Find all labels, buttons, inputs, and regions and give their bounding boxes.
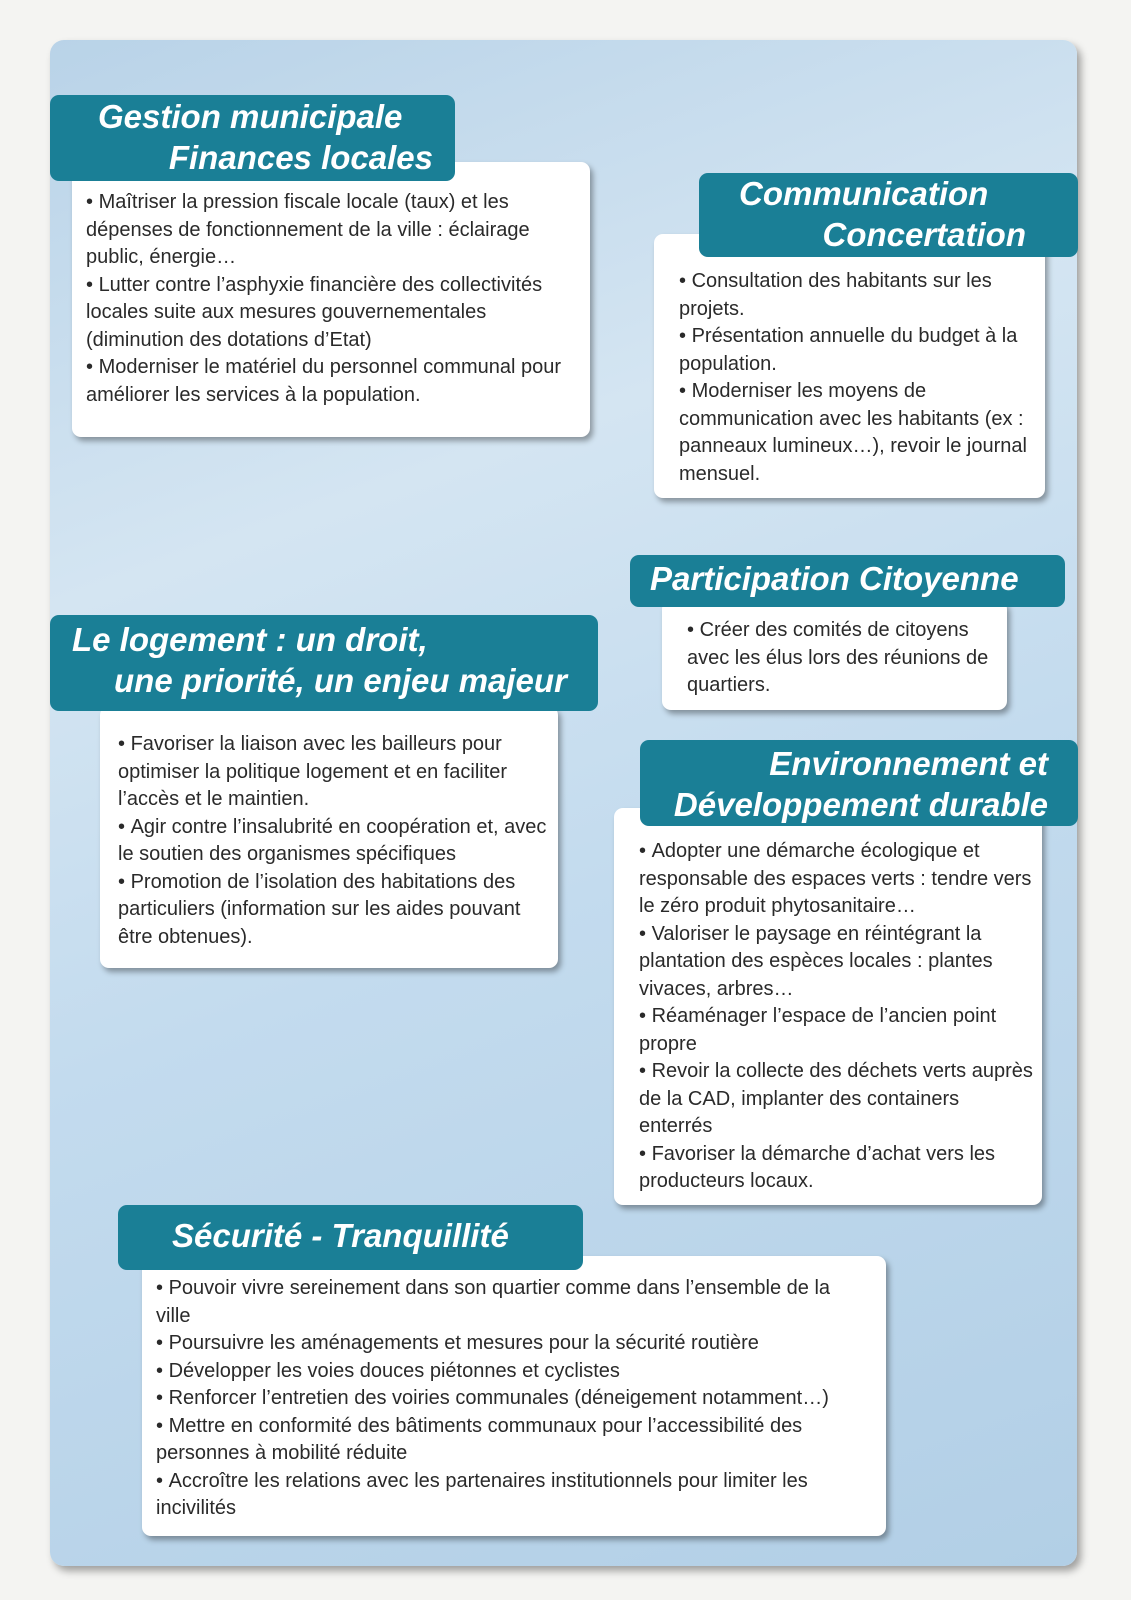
title-line: Le logement : un droit, [72,621,428,658]
title-line: une priorité, un enjeu majeur [114,662,567,699]
section-title-environnement [640,740,1078,826]
list-item: • Valoriser le paysage en réintégrant la plantation des espèces locales : plantes vivaces, arbres… [639,921,1034,1004]
list-item: • Favoriser la liaison avec les bailleurs pour optimiser la politique logement et en faciliter l’accès et le maintien. [118,731,548,814]
list-item: • Moderniser les moyens de communication avec les habitants (ex : panneaux lumineux…), revoir le journal mensuel. [679,378,1033,488]
title-line: Communication [739,175,989,212]
section-title-securite [118,1205,583,1270]
section-box-gestion [72,162,590,437]
list-item: • Consultation des habitants sur les projets. [679,268,1033,323]
list-item: • Promotion de l’isolation des habitations des particuliers (information sur les aides pouvant être obtenues). [118,869,548,952]
list-item: • Revoir la collecte des déchets verts auprès de la CAD, implanter des containers enterrés [639,1058,1034,1141]
section-title-participation [630,555,1065,607]
list-item: • Créer des comités de citoyens avec les élus lors des réunions de quartiers. [687,617,993,700]
title-line: Participation Citoyenne [650,560,1019,597]
list-item: • Favoriser la démarche d’achat vers les producteurs locaux. [639,1141,1034,1196]
list-item: • Renforcer l’entretien des voiries communales (déneigement notamment…) [156,1385,866,1413]
list-item: • Lutter contre l’asphyxie financière des collectivités locales suite aux mesures gouvernementales (diminution des dotations d’Etat) [86,272,580,355]
list-item: • Développer les voies douces piétonnes et cyclistes [156,1358,866,1386]
list-item: • Moderniser le matériel du personnel communal pour améliorer les services à la population. [86,354,580,409]
list-item: • Agir contre l’insalubrité en coopération et, avec le soutien des organismes spécifiques [118,814,548,869]
section-box-communication [654,234,1045,498]
list-item: • Poursuivre les aménagements et mesures pour la sécurité routière [156,1330,866,1358]
list-item: • Présentation annuelle du budget à la population. [679,323,1033,378]
list-item: • Pouvoir vivre sereinement dans son quartier comme dans l’ensemble de la ville [156,1275,866,1330]
section-box-participation [662,600,1007,710]
title-line: Environnement et [769,745,1048,782]
title-line: Finances locales [168,139,433,176]
list-item: • Réaménager l’espace de l’ancien point propre [639,1003,1034,1058]
section-box-environnement [614,808,1042,1205]
title-line: Concertation [822,216,1026,253]
section-title-communication [699,173,1078,257]
list-item: • Mettre en conformité des bâtiments communaux pour l’accessibilité des personnes à mobilité réduite [156,1413,866,1468]
section-box-securite [142,1256,886,1536]
section-box-logement [100,706,558,968]
list-item: • Accroître les relations avec les partenaires institutionnels pour limiter les incivilités [156,1468,866,1523]
section-title-logement [50,615,598,711]
list-item: • Adopter une démarche écologique et responsable des espaces verts : tendre vers le zéro produit phytosanitaire… [639,838,1034,921]
section-title-gestion [50,95,455,181]
title-line: Sécurité - Tranquillité [172,1217,509,1254]
title-line: Développement durable [673,786,1048,823]
title-line: Gestion municipale [98,98,403,135]
list-item: • Maîtriser la pression fiscale locale (taux) et les dépenses de fonctionnement de la ville : éclairage public, énergie… [86,189,580,272]
